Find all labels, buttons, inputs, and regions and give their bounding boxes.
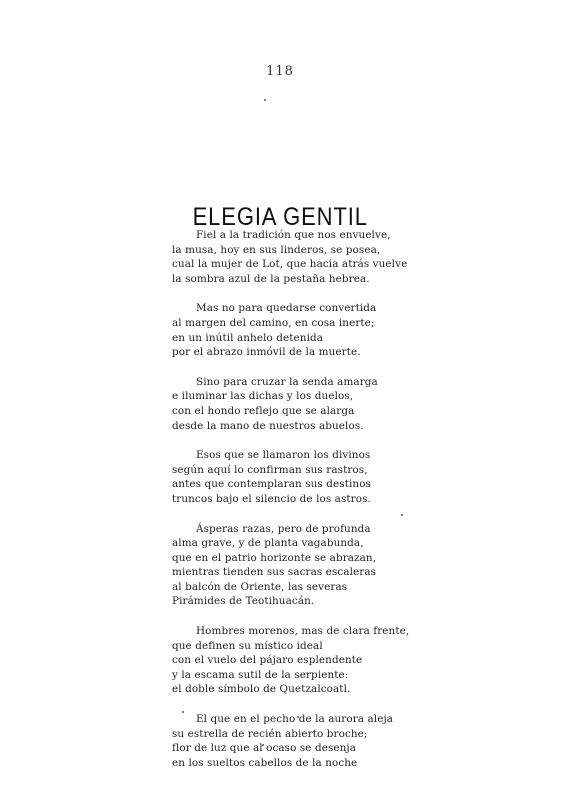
poem-line: Pirámides de Teotihuacán. (172, 595, 315, 608)
poem-line: Sino para cruzar la senda amarga (196, 375, 378, 388)
poem-line: e iluminar las dichas y los duelos, (172, 390, 354, 403)
poem-body (172, 228, 410, 785)
page-number: 118 (266, 64, 294, 79)
poem-line: Ásperas razas, pero de profunda (196, 522, 371, 535)
poem-line: cual la mujer de Lot, que hacia atrás vuelve (172, 258, 408, 271)
scan-speck (264, 99, 266, 101)
poem-line: que en el patrio horizonte se abrazan, (172, 551, 377, 564)
poem-line: que definen su místico ideal (172, 639, 323, 652)
poem-line: Hombres morenos, mas de clara frente, (196, 625, 410, 638)
poem-line: al margen del camino, en cosa inerte; (172, 316, 375, 329)
poem-line: el doble símbolo de Quetzalcoatl. (172, 683, 351, 696)
poem-line: flor de luz que al ocaso se desenja (172, 742, 357, 755)
stanza (172, 522, 402, 610)
poem-line: la musa, hoy en sus linderos, se posea, (172, 243, 381, 256)
poem-line: con el hondo reflejo que se alarga (172, 404, 355, 417)
poem-line: Esos que se llamaron los divinos (196, 449, 371, 462)
poem-line: Mas no para quedarse convertida (196, 302, 377, 315)
poem-line: Fiel a la tradición que nos envuelve, (196, 229, 391, 241)
poem-line: desde la mano de nuestros abuelos. (172, 419, 364, 432)
poem-line: antes que contemplaran sus destinos (172, 478, 371, 491)
poem-line: al balcón de Oriente, las severas (172, 580, 348, 593)
poem-line: su estrella de recién abierto broche; (172, 727, 368, 740)
poem-line: y la escama sutil de la serpiente: (172, 668, 349, 681)
poem-line: por el abrazo inmóvil de la muerte. (172, 346, 361, 359)
stanza (172, 228, 408, 286)
poem-line: según aquí lo confirman sus rastros, (172, 463, 368, 476)
poem-line: alma grave, y de planta vagabunda, (172, 537, 364, 550)
poem-line: en un inútil anhelo detenida (172, 331, 324, 344)
poem-line: con el vuelo del pájaro esplendente (172, 654, 363, 667)
poem-line: El que en el pecho de la aurora aleja (196, 713, 394, 726)
stanza (172, 375, 402, 433)
stanza (172, 448, 402, 506)
stanza (172, 624, 410, 697)
stanza (172, 712, 402, 770)
poem-line: mientras tienden sus sacras escaleras (172, 566, 377, 579)
poem-line: truncos bajo el silencio de los astros. (172, 492, 371, 505)
stanza (172, 301, 402, 359)
poem-line: en los sueltos cabellos de la noche (172, 756, 358, 769)
poem-line: la sombra azul de la pestaña hebrea. (172, 272, 370, 285)
poem-title: ELEGIA GENTIL (192, 202, 368, 231)
